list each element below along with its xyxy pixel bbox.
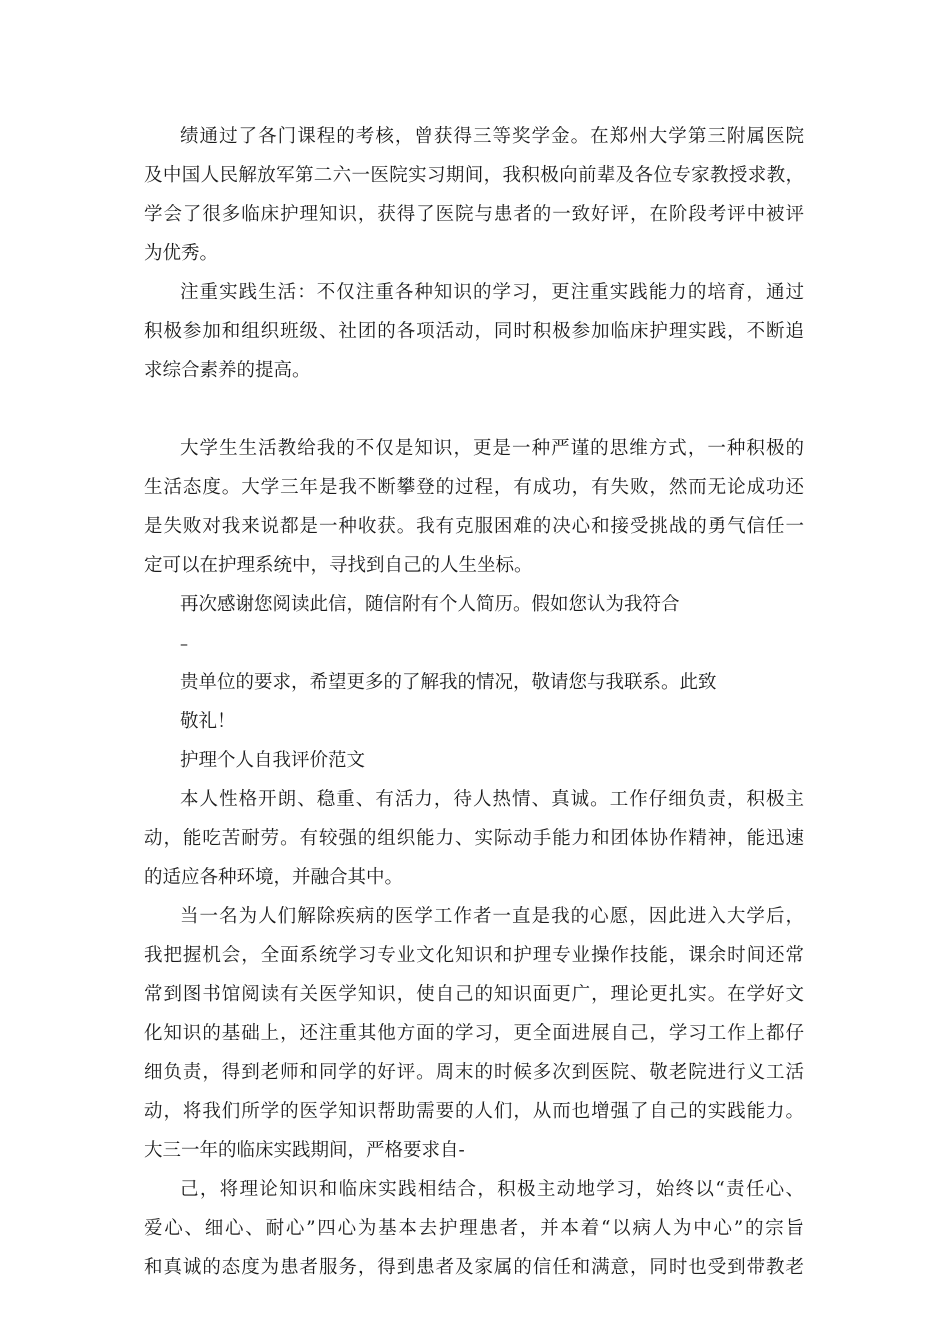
text-line: 化知识的基础上，还注重其他方面的学习，更全面进展自己，学习工作上都仔: [144, 1023, 804, 1044]
text-line: 大学生生活教给我的不仅是知识，更是一种严谨的思维方式，一种积极的: [180, 438, 804, 459]
dash-mark: –: [180, 634, 188, 653]
text-line: 我把握机会，全面系统学习专业文化知识和护理专业操作技能，课余时间还常: [144, 945, 804, 966]
text-line: 求综合素养的提高。: [144, 360, 311, 381]
text-line: 贵单位的要求，希望更多的了解我的情况，敬请您与我联系。此致: [180, 672, 717, 693]
text-line: 动，将我们所学的医学知识帮助需要的人们，从而也增强了自己的实践能力。: [144, 1101, 804, 1122]
text-line: 再次感谢您阅读此信，随信附有个人简历。假如您认为我符合: [180, 594, 680, 615]
text-line: 细负责，得到老师和同学的好评。周末的时候多次到医院、敬老院进行义工活: [144, 1062, 804, 1083]
text-line: 生活态度。大学三年是我不断攀登的过程，有成功，有失败，然而无论成功还: [144, 477, 804, 498]
text-line: 及中国人民解放军第二六一医院实习期间，我积极向前辈及各位专家教授求教，: [144, 165, 804, 186]
text-line: 己，将理论知识和临床实践相结合，积极主动地学习，始终以“责任心、: [180, 1179, 804, 1200]
text-line: 定可以在护理系统中，寻找到自己的人生坐标。: [144, 555, 533, 576]
text-line: 和真诚的态度为患者服务，得到患者及家属的信任和满意，同时也受到带教老: [144, 1257, 804, 1278]
text-line: 常到图书馆阅读有关医学知识，使自己的知识面更广，理论更扎实。在学好文: [144, 984, 804, 1005]
document-body: [144, 117, 804, 1287]
text-line: 注重实践生活：不仅注重各种知识的学习，更注重实践能力的培育，通过: [180, 282, 804, 303]
paragraph-gap: [144, 390, 804, 429]
text-line: 爱心、细心、耐心”四心为基本去护理患者，并本着“以病人为中心”的宗旨: [144, 1218, 804, 1239]
text-line: 是失败对我来说都是一种收获。我有克服困难的决心和接受挑战的勇气信任一: [144, 516, 804, 537]
section-title: 护理个人自我评价范文: [180, 750, 366, 771]
text-line: 学会了很多临床护理知识，获得了医院与患者的一致好评，在阶段考评中被评: [144, 204, 804, 225]
text-line: 动，能吃苦耐劳。有较强的组织能力、实际动手能力和团体协作精神，能迅速: [144, 828, 804, 849]
text-line: 的适应各种环境，并融合其中。: [144, 867, 404, 888]
closing-salutation: 敬礼！: [180, 711, 236, 732]
text-line: 大三一年的临床实践期间，严格要求自-: [144, 1140, 465, 1161]
text-line: 绩通过了各门课程的考核，曾获得三等奖学金。在郑州大学第三附属医院: [180, 126, 804, 147]
text-line: 积极参加和组织班级、社团的各项活动，同时积极参加临床护理实践，不断追: [144, 321, 804, 342]
text-line: 当一名为人们解除疾病的医学工作者一直是我的心愿，因此进入大学后，: [180, 906, 804, 927]
text-line: 为优秀。: [144, 243, 219, 264]
text-line: 本人性格开朗、稳重、有活力，待人热情、真诚。工作仔细负责，积极主: [180, 789, 804, 810]
